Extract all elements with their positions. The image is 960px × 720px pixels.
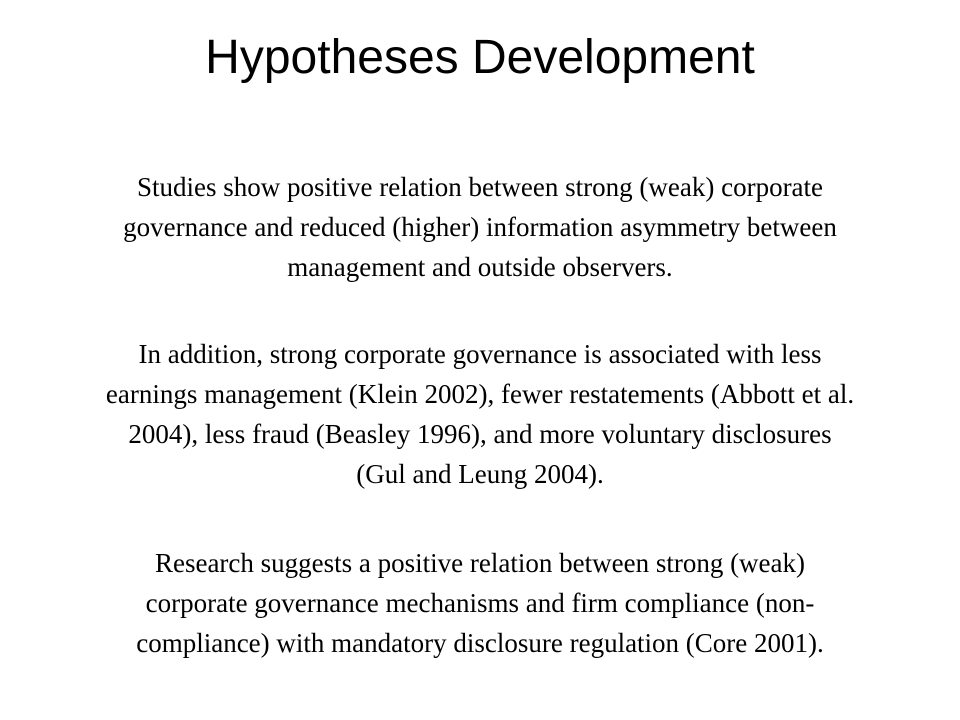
paragraph-line: governance and reduced (higher) information asymmetry between <box>123 212 837 242</box>
paragraph-line: (Gul and Leung 2004). <box>356 459 604 489</box>
paragraph-line: Research suggests a positive relation between strong (weak) <box>154 548 806 578</box>
paragraph-line: corporate governance mechanisms and firm compliance (non- <box>145 588 815 618</box>
paragraph-line: management and outside observers. <box>287 252 673 282</box>
paragraph-line: Studies show positive relation between strong (weak) corporate <box>136 172 824 202</box>
paragraph-information-asymmetry <box>0 167 960 287</box>
paragraph-line: compliance) with mandatory disclosure regulation (Core 2001). <box>136 628 824 658</box>
paragraph-line: earnings management (Klein 2002), fewer restatements (Abbott et al. <box>105 379 855 409</box>
slide-title: Hypotheses Development <box>205 31 755 84</box>
paragraph-disclosure-compliance <box>0 543 960 663</box>
paragraph-line: In addition, strong corporate governance is associated with less <box>138 339 822 369</box>
paragraph-line: 2004), less fraud (Beasley 1996), and more voluntary disclosures <box>128 419 832 449</box>
paragraph-governance-outcomes <box>0 334 960 494</box>
